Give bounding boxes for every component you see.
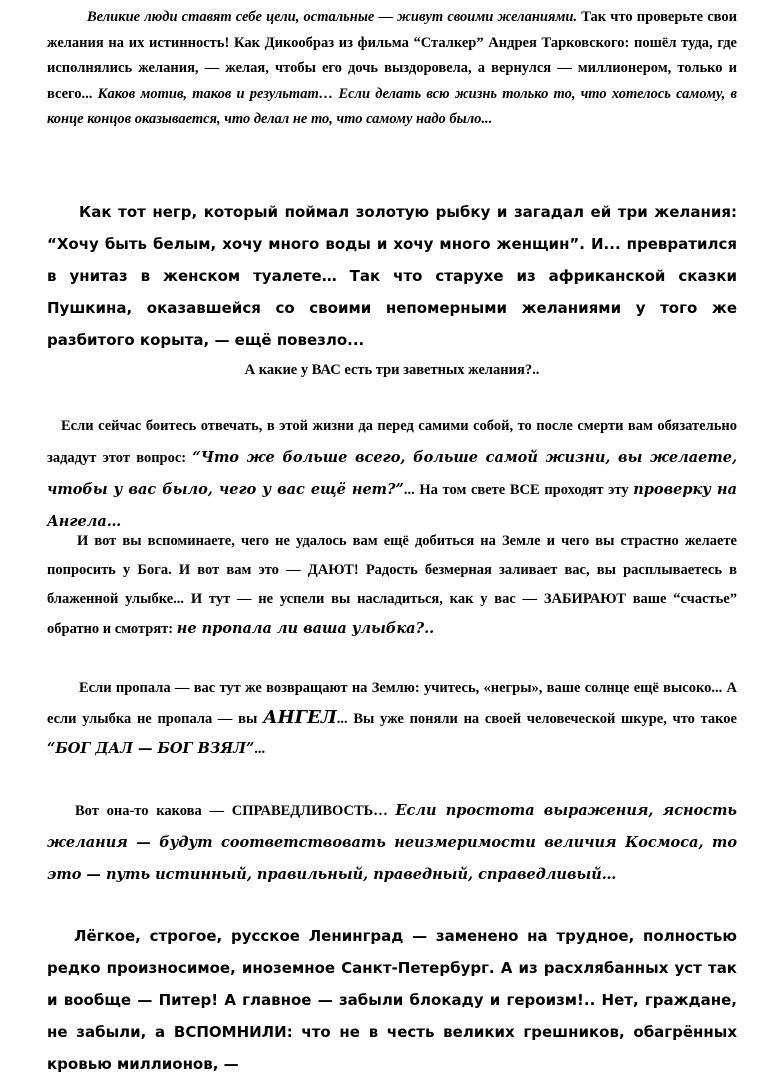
text-run: Как тот негр, который поймал золотую рыбку и загадал ей три желания: “Хочу быть белым, хочу много воды и хочу много женщин”. И... превратился в унитаз в женском туалете… Так что старухе из африканской сказки Пушкина, оказавшейся со своими непомерными желаниями у того же разбитого корыта, — ещё повезло... [47, 203, 737, 349]
italic-phrase: Каков мотив, таков и результат… Если делать всю жизнь только то, что хотелось самому, в конце концов оказывается, что делал не то, что самому надо было... [47, 85, 737, 127]
text-run: ... На том свете ВСЕ проходят эту [403, 482, 634, 498]
text-run: ... Вы уже поняли на своей человеческой шкуре, что такое [336, 711, 737, 727]
centered-question [47, 358, 737, 382]
italic-phrase: Если простота выражения, ясность желания — будут соответствовать неизмеримости величия Космоса, то это — путь истинный, правильный, праведный, справедливый… [47, 802, 737, 883]
italic-phrase: проверку на Ангела… [47, 481, 737, 530]
text-run: Вот она-то какова — СПРАВЕДЛИВОСТЬ… [75, 803, 396, 819]
paragraph-golden-fish [47, 196, 737, 356]
paragraph-leningrad [47, 920, 737, 1080]
italic-phrase: не пропала ли ваша улыбка?.. [176, 620, 435, 637]
text-run: ... [254, 741, 266, 757]
italic-phrase: Великие люди ставят себе цели, остальные — живут своими желаниями. [87, 9, 578, 25]
text-run: Если сейчас боитесь отвечать, в этой жизни да перед самими собой, то после смерти вам обязательно зададут этот вопрос: [47, 418, 737, 466]
text-run: Лёгкое, строгое, русское Ленинград — заменено на трудное, полностью редко произносимое, иноземное Санкт-Петербург. А из расхлябанных уст так и вообще — Питер! А главное — забыли блокаду и героизм!.. Нет, граждане, не забыли, а ВСПОМНИЛИ: что не в честь великих грешников, обагрённых кровью миллионов, — [47, 927, 737, 1073]
text-run: А какие у ВАС есть три заветных желания?.. [244, 362, 540, 378]
italic-quote: “Что же больше всего, больше самой жизни, вы желаете, чтобы у вас было, чего у вас ещё нет?” [47, 449, 738, 498]
paragraph-angel [47, 674, 737, 764]
text-run: Так что проверьте свои желания на их истинность! Как Дикообраз из фильма “Сталкер” Андрея Тарковского: пошёл туда, где исполнялись желания, — желая, чтобы его дочь выздоровела, а вернулся — миллионером, только и всего... [47, 9, 738, 102]
paragraph-remember [47, 527, 737, 644]
text-run: Если пропала — вас тут же возвращают на Землю: учитесь, «негры», ваше солнце ещё высоко... А если улыбка не пропала — вы [47, 680, 737, 727]
emphasis-word: АНГЕЛ [263, 707, 337, 728]
paragraph-great-people [47, 5, 737, 133]
paragraph-after-death [47, 410, 737, 538]
paragraph-justice [47, 795, 737, 891]
italic-quote: “БОГ ДАЛ — БОГ ВЗЯЛ” [47, 740, 255, 757]
text-run: И вот вы вспоминаете, чего не удалось вам ещё добиться на Земле и чего вы страстно желаете попросить у Бога. И вот вам это — ДАЮТ! Радость безмерная заливает вас, вы расплываетесь в блаженной улыбке... И тут — не успели вы насладиться, как у вас — ЗАБИРАЮТ ваше “счастье” обратно и смотрят: [47, 533, 737, 637]
